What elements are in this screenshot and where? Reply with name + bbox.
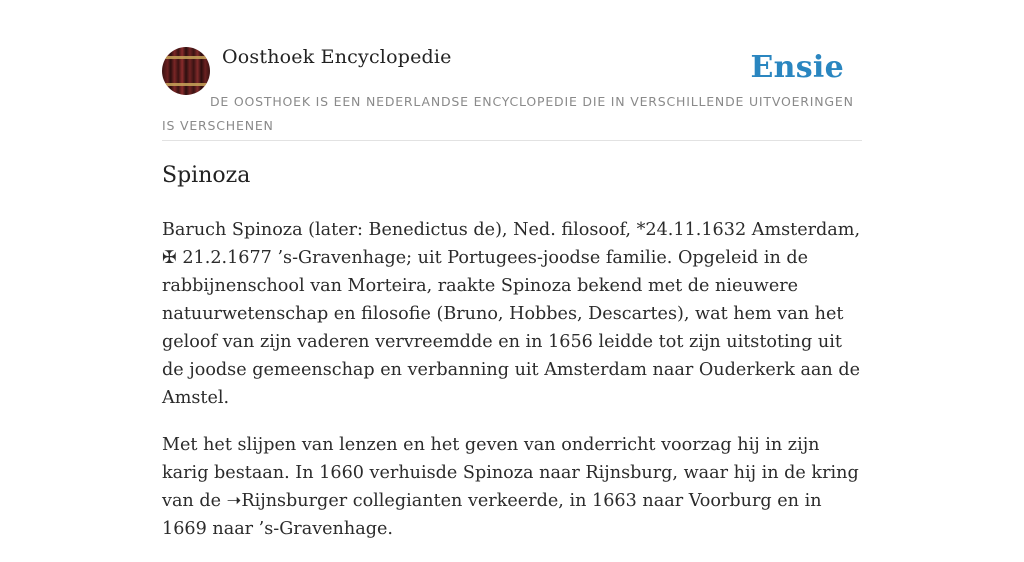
brand-logo[interactable]: Ensie — [750, 50, 844, 85]
site-header — [162, 0, 862, 141]
site-tagline: DE OOSTHOEK IS EEN NEDERLANDSE ENCYCLOPEDIE DIE IN VERSCHILLENDE UITVOERINGEN IS VERSCHENEN — [162, 94, 854, 133]
article-paragraph: Baruch Spinoza (later: Benedictus de), Ned. filosoof, *24.11.1632 Amsterdam, ✠ 21.2.1677 ’s-Gravenhage; uit Portugees-joodse familie. Opgeleid in de rabbijnenschool van Morteira, raakte Spinoza bekend met de nieuwere natuurwetenschap en filosofie (Bruno, Hobbes, Descartes), wat hem van het geloof van zijn vaderen vervreemdde en in 1656 leidde tot zijn uitstoting uit de joodse gemeenschap en verbanning uit Amsterdam naar Ouderkerk aan de Amstel. — [162, 220, 861, 408]
encyclopedia-books-icon[interactable] — [162, 47, 210, 95]
article-title: Spinoza — [162, 163, 251, 188]
article-paragraph: Met het slijpen van lenzen en het geven van onderricht voorzag hij in zijn karig bestaan. In 1660 verhuisde Spinoza naar Rijnsburg, waar hij in de kring van de ➝Rijnsburger collegianten verkeerde, in 1663 naar Voorburg en in 1669 naar ’s-Gravenhage. — [162, 435, 859, 539]
site-title[interactable]: Oosthoek Encyclopedie — [222, 46, 452, 68]
article-body — [162, 216, 862, 562]
page-container — [162, 0, 862, 539]
